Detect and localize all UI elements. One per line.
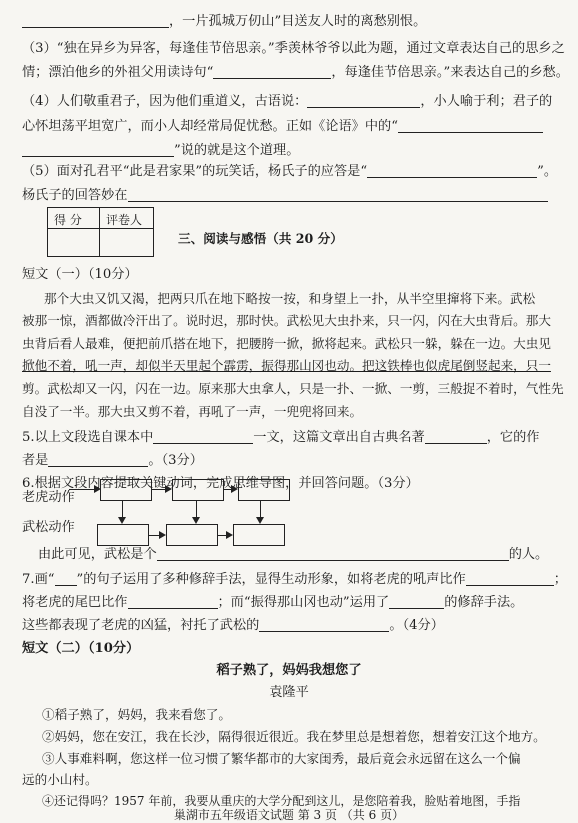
answer-blank[interactable] <box>213 64 331 79</box>
answer-blank[interactable] <box>153 429 253 444</box>
answer-blank[interactable] <box>157 546 509 561</box>
q3-text-a: 情；漂泊他乡的外祖父用读诗句“ <box>22 65 214 80</box>
arrow-down-icon <box>122 501 123 522</box>
text1-line: 剪。武松却又一闪，闪在一边。原来那大虫拿人，只是一扑、一掀、一剪，三般捉不着时，气性先 <box>22 381 564 396</box>
q5prev-line-2 <box>22 187 548 205</box>
answer-blank[interactable] <box>259 617 389 632</box>
q5-text-a: 5.以上文段选自课本中 <box>22 430 154 445</box>
score-label: 得 分 <box>54 213 82 227</box>
arrow-icon <box>69 489 99 490</box>
mindmap-box[interactable] <box>233 524 285 546</box>
q7-line-3 <box>22 617 444 635</box>
arrow-icon <box>218 535 231 536</box>
q4-line-1 <box>22 93 552 111</box>
answer-blank[interactable] <box>466 571 554 586</box>
text1-line: 虫背后看人最难，便把前爪搭在地下，把腰胯一掀，掀将起来。武松只一躲，躲在一边。大虫见 <box>22 336 551 351</box>
q2-line <box>22 13 426 31</box>
reviewer-label: 评卷人 <box>106 213 143 227</box>
text2-author: 袁隆平 <box>269 685 309 700</box>
text2-heading: 稻子熟了，妈妈我想您了 <box>216 663 362 678</box>
text2-paragraph: ②妈妈，您在安江，我在长沙，隔得很近很近。我在梦里总是想着您，想着安江这个地方。 <box>42 729 546 744</box>
text2-paragraph: ③人事难料啊，您这样一位习惯了繁华都市的大家闺秀，最后竟会永远留在这么一个偏 <box>42 751 521 766</box>
text1-line-underlined: 掀他不着，吼一声，却似半天里起个霹雳，振得那山冈也动。把这铁棒也似虎尾倒竖起来，只一 <box>22 358 551 373</box>
text1-line: 被那一惊，酒都做冷汗出了。说时迟，那时快。武松见大虫扑来，只一闪，闪在大虫背后。那大 <box>22 313 551 328</box>
q4-text-a: （4）人们敬重君子，因为他们重道义，古语说： <box>22 94 308 109</box>
q4-text-c: 心怀坦荡平坦宽广，而小人却经常局促忧愁。正如《论语》中的“ <box>22 119 398 134</box>
text1-title: 短文（一）（10分） <box>22 267 138 282</box>
q2-tail-text: ，一片孤城万仞山”目送友人时的离愁别恨。 <box>169 14 427 29</box>
arrow-down-icon <box>196 501 197 522</box>
answer-blank[interactable] <box>425 429 487 444</box>
q6-question: 6.根据文段内容提取关键动词，完成思维导图，并回答问题。（3分） <box>22 476 419 491</box>
mindmap-box[interactable] <box>100 479 152 501</box>
answer-blank[interactable] <box>398 118 543 133</box>
q7-text-b: ”的句子运用了多种修辞手法，显得生动形象，如将老虎的吼声比作 <box>76 572 466 587</box>
q5prev-text-a: （5）面对孔君平“此是君家果”的玩笑话，杨氏子的应答是“ <box>22 164 368 179</box>
q3-text-b: ，每逢佳节倍思亲。”来表达自己的乡愁。 <box>331 65 569 80</box>
arrow-icon <box>152 489 170 490</box>
q6-text-a: 由此可见，武松是个 <box>38 547 157 562</box>
q7-text-c: ； <box>553 572 567 587</box>
score-table <box>47 207 154 257</box>
text2-paragraph: ④还记得吗？1957 年前，我要从重庆的大学分配到这儿，是您陪着我，脸贴着地图，手指 <box>42 794 521 808</box>
mindmap-box[interactable] <box>97 524 149 546</box>
q7-text-d: 将老虎的尾巴比作 <box>22 595 128 610</box>
answer-blank[interactable] <box>389 594 444 609</box>
q3-line-2 <box>22 64 569 82</box>
q5-text-e: 。（3分） <box>148 453 203 468</box>
answer-blank[interactable] <box>48 452 148 467</box>
answer-blank[interactable] <box>22 13 169 28</box>
text2-paragraph: 远的小山村。 <box>22 772 98 787</box>
mindmap-box[interactable] <box>172 479 224 501</box>
q4-text-b: ，小人喻于利；君子的 <box>420 94 553 109</box>
q3-line-1: （3）“独在异乡为异客，每逢佳节倍思亲。”季羡林爷爷以此为题，通过文章表达自己的思乡之 <box>22 41 565 56</box>
q6-answer-line <box>38 546 548 564</box>
arrow-icon <box>149 535 164 536</box>
mindmap-box[interactable] <box>166 524 218 546</box>
q5-text-c: ，它的作 <box>486 430 540 445</box>
q5-text-d: 者是 <box>22 453 49 468</box>
answer-blank[interactable] <box>128 594 218 609</box>
text1-line: 自没了一半。那大虫又剪不着，再吼了一声，一兜兜将回来。 <box>22 404 363 419</box>
mindmap-box[interactable] <box>238 479 290 501</box>
answer-blank[interactable] <box>128 187 548 202</box>
q4-line-3 <box>22 142 299 160</box>
answer-blank[interactable] <box>367 163 537 178</box>
q6-text-b: 的人。 <box>508 547 549 562</box>
q7-line-1 <box>22 571 567 589</box>
q5-text-b: 一文，这篇文章出自古典名著 <box>253 430 425 445</box>
q7-text-f: 的修辞手法。 <box>444 595 524 610</box>
q7-text-a: 7.画“ <box>22 572 55 587</box>
arrow-icon <box>224 489 236 490</box>
q7-text-g: 这些都表现了老虎的凶猛，衬托了武松的 <box>22 618 260 633</box>
q7-line-2 <box>22 594 523 612</box>
text1-line: 那个大虫又饥又渴，把两只爪在地下略按一按，和身望上一扑，从半空里撺将下来。武松 <box>44 291 536 306</box>
answer-blank[interactable] <box>22 142 174 157</box>
text2-title: 短文（二）（10分） <box>22 641 140 656</box>
wusong-actions-label: 武松动作 <box>22 520 75 535</box>
q5prev-line-1 <box>22 163 557 181</box>
q7-text-e: ；而“振得那山冈也动”运用了 <box>217 595 390 610</box>
underline-sample <box>55 571 77 586</box>
answer-blank[interactable] <box>307 93 420 108</box>
q5-line-2 <box>22 452 203 470</box>
q5prev-text-c: 杨氏子的回答妙在 <box>22 188 128 203</box>
q5-line-1 <box>22 429 539 447</box>
tiger-actions-label: 老虎动作 <box>22 490 75 505</box>
arrow-down-icon <box>260 501 261 522</box>
q4-line-2 <box>22 118 543 136</box>
page-footer: 巢湖市五年级语文试题 第 3 页 （共 6 页） <box>173 808 405 822</box>
q7-text-h: 。（4分） <box>389 618 444 633</box>
q4-text-d: ”说的就是这个道理。 <box>174 143 300 158</box>
text2-paragraph: ①稻子熟了，妈妈，我来看您了。 <box>42 707 231 722</box>
q5prev-text-b: ”。 <box>537 164 558 179</box>
section-title: 三、阅读与感悟（共 20 分） <box>178 231 343 246</box>
